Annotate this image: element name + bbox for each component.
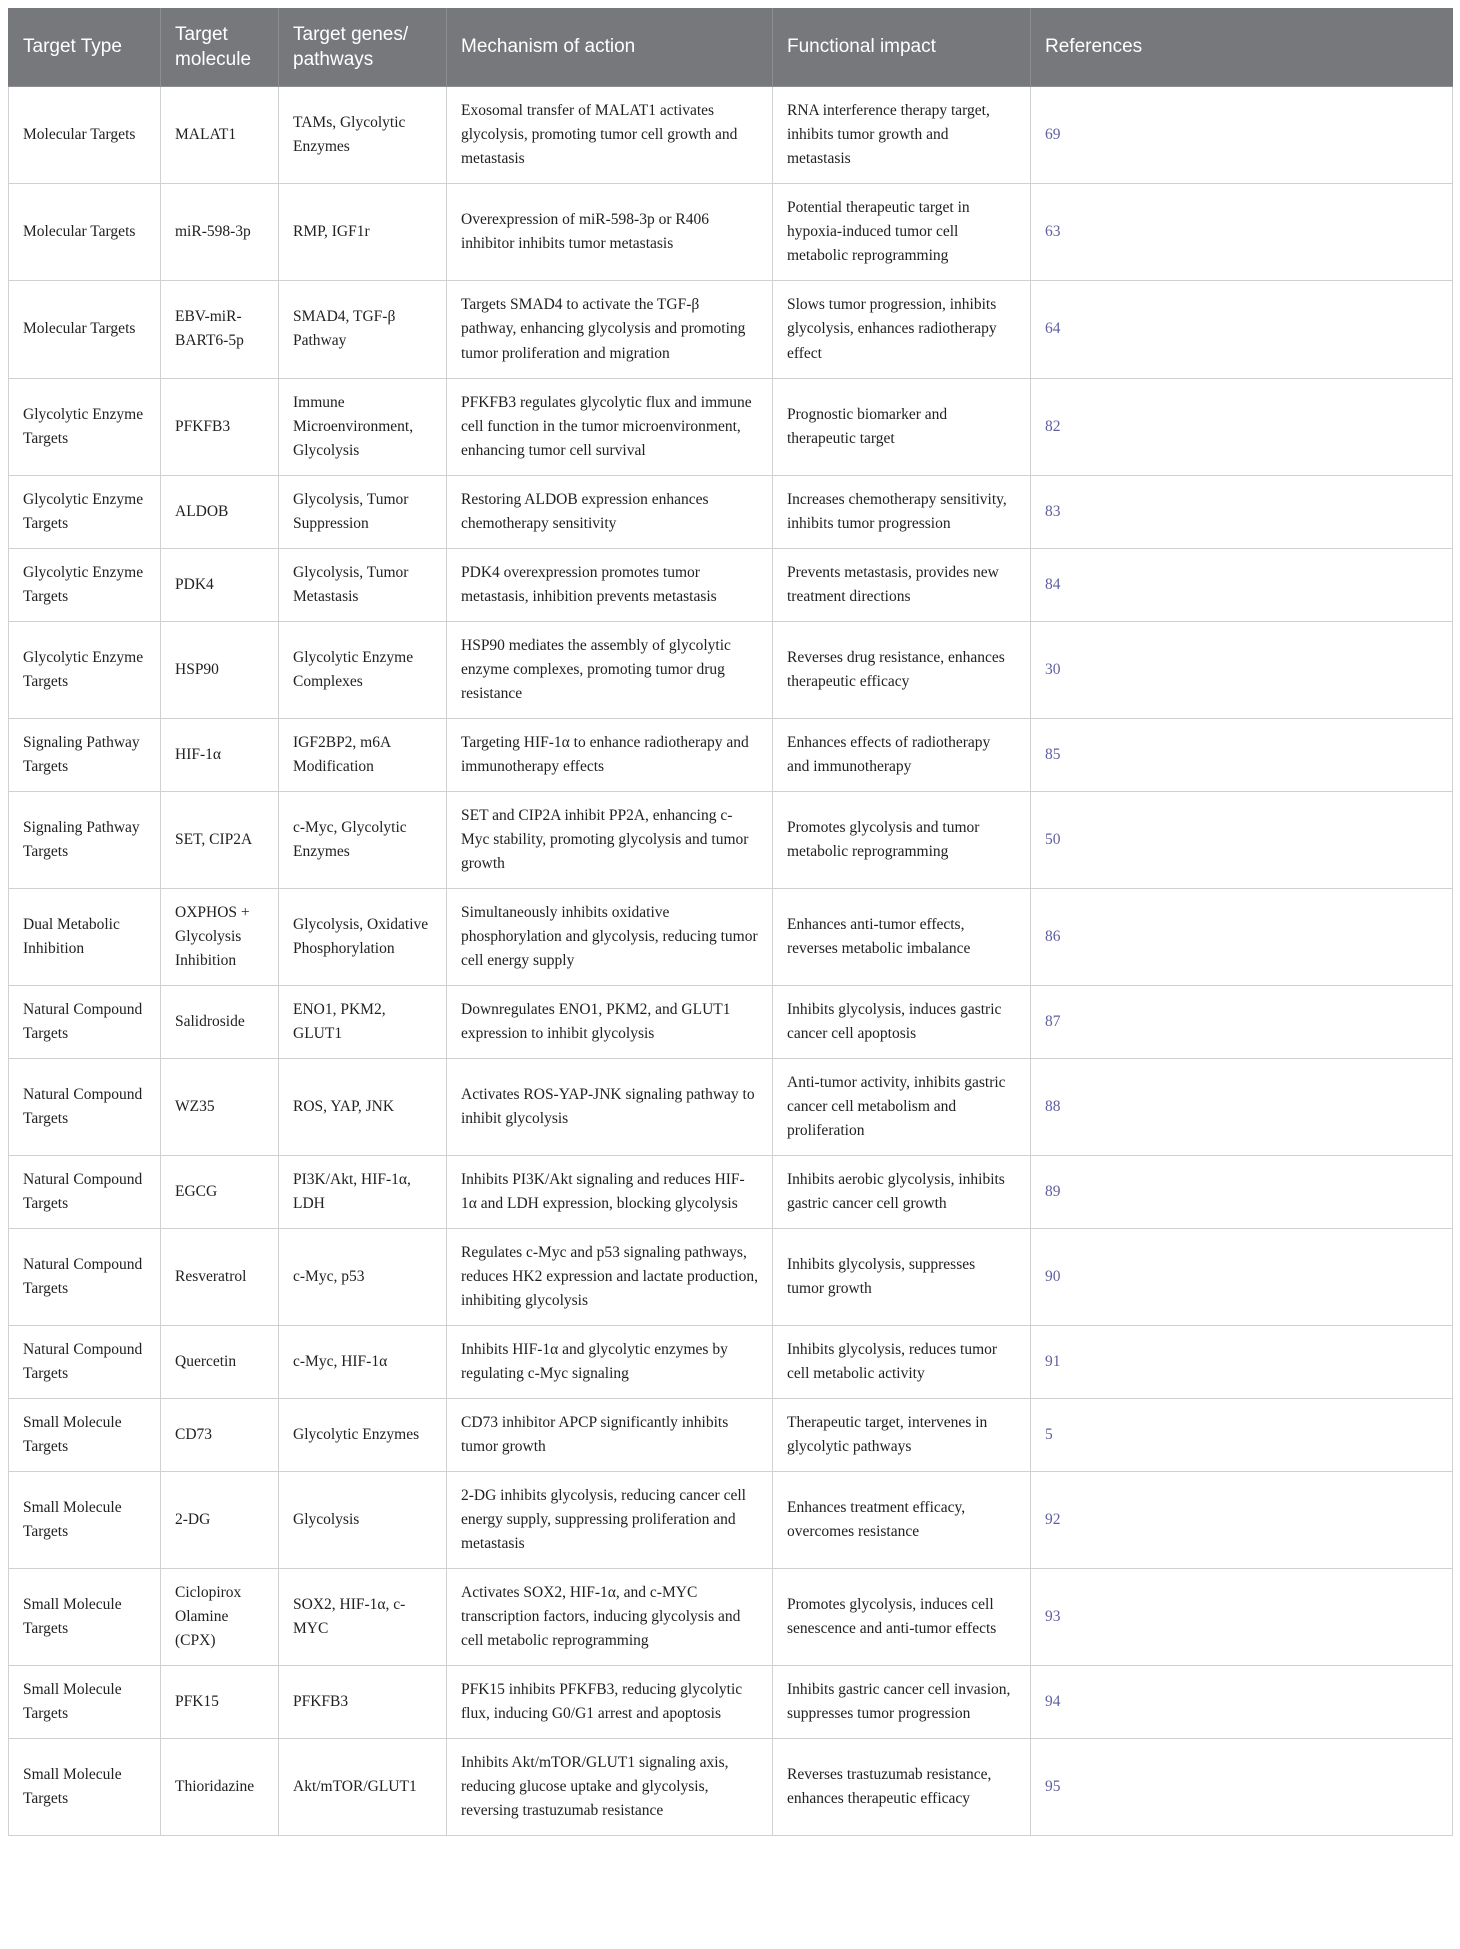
cell-target-type: Small Molecule Targets <box>9 1569 161 1666</box>
reference-link[interactable]: 83 <box>1045 502 1061 520</box>
cell-target-molecule: EGCG <box>161 1155 279 1228</box>
cell-reference <box>1031 621 1453 718</box>
cell-functional-impact: Increases chemotherapy sensitivity, inhibits tumor progression <box>773 475 1031 548</box>
reference-link[interactable]: 50 <box>1045 830 1061 848</box>
cell-mechanism-of-action: Targets SMAD4 to activate the TGF-β pathway, enhancing glycolysis and promoting tumor proliferation and migration <box>447 281 773 378</box>
cell-mechanism-of-action: Exosomal transfer of MALAT1 activates glycolysis, promoting tumor cell growth and metastasis <box>447 87 773 184</box>
table-row <box>9 184 1453 281</box>
cell-target-genes-pathways: Glycolytic Enzymes <box>279 1398 447 1471</box>
cell-target-genes-pathways: Glycolysis <box>279 1472 447 1569</box>
cell-functional-impact: Inhibits glycolysis, induces gastric cancer cell apoptosis <box>773 985 1031 1058</box>
cell-target-molecule: MALAT1 <box>161 87 279 184</box>
cell-reference <box>1031 1058 1453 1155</box>
cell-target-genes-pathways: ENO1, PKM2, GLUT1 <box>279 985 447 1058</box>
cell-target-genes-pathways: Glycolysis, Oxidative Phosphorylation <box>279 888 447 985</box>
cell-target-type: Small Molecule Targets <box>9 1472 161 1569</box>
cell-mechanism-of-action: Downregulates ENO1, PKM2, and GLUT1 expression to inhibit glycolysis <box>447 985 773 1058</box>
cell-functional-impact: Promotes glycolysis, induces cell senescence and anti-tumor effects <box>773 1569 1031 1666</box>
cell-target-molecule: Quercetin <box>161 1325 279 1398</box>
cell-target-type: Dual Metabolic Inhibition <box>9 888 161 985</box>
cell-functional-impact: Enhances treatment efficacy, overcomes resistance <box>773 1472 1031 1569</box>
table-header <box>9 9 1453 87</box>
cell-target-genes-pathways: Immune Microenvironment, Glycolysis <box>279 378 447 475</box>
cell-mechanism-of-action: Overexpression of miR-598-3p or R406 inhibitor inhibits tumor metastasis <box>447 184 773 281</box>
cell-mechanism-of-action: SET and CIP2A inhibit PP2A, enhancing c-Myc stability, promoting glycolysis and tumor growth <box>447 791 773 888</box>
cell-reference <box>1031 985 1453 1058</box>
cell-target-type: Molecular Targets <box>9 87 161 184</box>
cell-reference <box>1031 548 1453 621</box>
cell-reference <box>1031 1569 1453 1666</box>
table-row <box>9 791 1453 888</box>
cell-functional-impact: Therapeutic target, intervenes in glycolytic pathways <box>773 1398 1031 1471</box>
cell-target-genes-pathways: PI3K/Akt, HIF-1α, LDH <box>279 1155 447 1228</box>
reference-link[interactable]: 92 <box>1045 1511 1061 1529</box>
cell-functional-impact: Reverses trastuzumab resistance, enhances therapeutic efficacy <box>773 1739 1031 1836</box>
reference-link[interactable]: 5 <box>1045 1425 1053 1443</box>
reference-link[interactable]: 69 <box>1045 126 1061 144</box>
table-row <box>9 1666 1453 1739</box>
cell-mechanism-of-action: CD73 inhibitor APCP significantly inhibits tumor growth <box>447 1398 773 1471</box>
header-row <box>9 9 1453 87</box>
cell-target-molecule: WZ35 <box>161 1058 279 1155</box>
cell-mechanism-of-action: PFK15 inhibits PFKFB3, reducing glycolytic flux, inducing G0/G1 arrest and apoptosis <box>447 1666 773 1739</box>
cell-target-genes-pathways: Akt/mTOR/GLUT1 <box>279 1739 447 1836</box>
cell-target-molecule: HSP90 <box>161 621 279 718</box>
cell-functional-impact: Inhibits glycolysis, reduces tumor cell metabolic activity <box>773 1325 1031 1398</box>
cell-mechanism-of-action: Inhibits HIF-1α and glycolytic enzymes by regulating c-Myc signaling <box>447 1325 773 1398</box>
table-row <box>9 378 1453 475</box>
table-row <box>9 281 1453 378</box>
table-row <box>9 888 1453 985</box>
cell-target-genes-pathways: Glycolytic Enzyme Complexes <box>279 621 447 718</box>
cell-functional-impact: Enhances effects of radiotherapy and immunotherapy <box>773 718 1031 791</box>
table-row <box>9 1398 1453 1471</box>
cell-target-genes-pathways: SMAD4, TGF-β Pathway <box>279 281 447 378</box>
cell-target-type: Natural Compound Targets <box>9 1155 161 1228</box>
table-row <box>9 475 1453 548</box>
cell-target-genes-pathways: c-Myc, p53 <box>279 1228 447 1325</box>
cell-target-type: Glycolytic Enzyme Targets <box>9 548 161 621</box>
cell-target-molecule: PDK4 <box>161 548 279 621</box>
cell-target-genes-pathways: ROS, YAP, JNK <box>279 1058 447 1155</box>
cell-mechanism-of-action: Regulates c-Myc and p53 signaling pathways, reduces HK2 expression and lactate production, inhibiting glycolysis <box>447 1228 773 1325</box>
table-row <box>9 1228 1453 1325</box>
cell-target-type: Signaling Pathway Targets <box>9 718 161 791</box>
cell-target-molecule: EBV-miR-BART6-5p <box>161 281 279 378</box>
cell-target-genes-pathways: SOX2, HIF-1α, c-MYC <box>279 1569 447 1666</box>
cell-functional-impact: RNA interference therapy target, inhibits tumor growth and metastasis <box>773 87 1031 184</box>
cell-functional-impact: Slows tumor progression, inhibits glycolysis, enhances radiotherapy effect <box>773 281 1031 378</box>
cell-functional-impact: Anti-tumor activity, inhibits gastric cancer cell metabolism and proliferation <box>773 1058 1031 1155</box>
table-row <box>9 1739 1453 1836</box>
cell-mechanism-of-action: Inhibits PI3K/Akt signaling and reduces HIF-1α and LDH expression, blocking glycolysis <box>447 1155 773 1228</box>
cell-target-type: Small Molecule Targets <box>9 1398 161 1471</box>
cell-target-type: Natural Compound Targets <box>9 1058 161 1155</box>
cell-target-molecule: Ciclopirox Olamine (CPX) <box>161 1569 279 1666</box>
cell-functional-impact: Prevents metastasis, provides new treatment directions <box>773 548 1031 621</box>
cell-mechanism-of-action: Restoring ALDOB expression enhances chemotherapy sensitivity <box>447 475 773 548</box>
cell-target-molecule: OXPHOS + Glycolysis Inhibition <box>161 888 279 985</box>
cell-reference <box>1031 888 1453 985</box>
cell-target-molecule: miR-598-3p <box>161 184 279 281</box>
table-row <box>9 718 1453 791</box>
cell-functional-impact: Inhibits aerobic glycolysis, inhibits gastric cancer cell growth <box>773 1155 1031 1228</box>
reference-link[interactable]: 89 <box>1045 1182 1061 1200</box>
cell-reference <box>1031 1398 1453 1471</box>
cell-reference <box>1031 1739 1453 1836</box>
table-body <box>9 87 1453 1836</box>
cell-reference <box>1031 281 1453 378</box>
cell-reference <box>1031 184 1453 281</box>
cell-reference <box>1031 1228 1453 1325</box>
cell-target-molecule: ALDOB <box>161 475 279 548</box>
cell-reference <box>1031 1325 1453 1398</box>
cell-reference <box>1031 791 1453 888</box>
table-row <box>9 548 1453 621</box>
column-header-mechanism-of-action: Mechanism of action <box>447 9 773 87</box>
cell-target-type: Glycolytic Enzyme Targets <box>9 378 161 475</box>
cell-target-molecule: PFK15 <box>161 1666 279 1739</box>
cell-mechanism-of-action: Activates SOX2, HIF-1α, and c-MYC transcription factors, inducing glycolysis and cell metabolic reprogramming <box>447 1569 773 1666</box>
reference-link[interactable]: 84 <box>1045 575 1061 593</box>
cell-target-type: Natural Compound Targets <box>9 985 161 1058</box>
table-row <box>9 621 1453 718</box>
cell-target-genes-pathways: c-Myc, HIF-1α <box>279 1325 447 1398</box>
table-row <box>9 1155 1453 1228</box>
cell-target-type: Natural Compound Targets <box>9 1325 161 1398</box>
cell-functional-impact: Enhances anti-tumor effects, reverses metabolic imbalance <box>773 888 1031 985</box>
cell-target-molecule: 2-DG <box>161 1472 279 1569</box>
table-row <box>9 985 1453 1058</box>
cell-functional-impact: Potential therapeutic target in hypoxia-induced tumor cell metabolic reprogramming <box>773 184 1031 281</box>
cell-target-molecule: CD73 <box>161 1398 279 1471</box>
cell-target-genes-pathways: IGF2BP2, m6A Modification <box>279 718 447 791</box>
reference-link[interactable]: 90 <box>1045 1267 1061 1285</box>
cell-reference <box>1031 1155 1453 1228</box>
reference-link[interactable]: 93 <box>1045 1608 1061 1626</box>
reference-link[interactable]: 87 <box>1045 1012 1061 1030</box>
cell-target-genes-pathways: TAMs, Glycolytic Enzymes <box>279 87 447 184</box>
therapeutic-targets-table <box>8 8 1453 1836</box>
column-header-references: References <box>1031 9 1453 87</box>
reference-link[interactable]: 82 <box>1045 417 1061 435</box>
reference-link[interactable]: 94 <box>1045 1693 1061 1711</box>
cell-target-genes-pathways: RMP, IGF1r <box>279 184 447 281</box>
cell-mechanism-of-action: PDK4 overexpression promotes tumor metastasis, inhibition prevents metastasis <box>447 548 773 621</box>
table-row <box>9 1569 1453 1666</box>
cell-mechanism-of-action: Targeting HIF-1α to enhance radiotherapy and immunotherapy effects <box>447 718 773 791</box>
cell-target-type: Signaling Pathway Targets <box>9 791 161 888</box>
column-header-target-type: Target Type <box>9 9 161 87</box>
cell-mechanism-of-action: 2-DG inhibits glycolysis, reducing cancer cell energy supply, suppressing proliferation and metastasis <box>447 1472 773 1569</box>
cell-target-genes-pathways: Glycolysis, Tumor Suppression <box>279 475 447 548</box>
cell-reference <box>1031 1472 1453 1569</box>
cell-mechanism-of-action: HSP90 mediates the assembly of glycolytic enzyme complexes, promoting tumor drug resistance <box>447 621 773 718</box>
cell-reference <box>1031 718 1453 791</box>
reference-link[interactable]: 88 <box>1045 1097 1061 1115</box>
reference-link[interactable]: 86 <box>1045 927 1061 945</box>
cell-mechanism-of-action: Activates ROS-YAP-JNK signaling pathway to inhibit glycolysis <box>447 1058 773 1155</box>
cell-functional-impact: Reverses drug resistance, enhances therapeutic efficacy <box>773 621 1031 718</box>
table-row <box>9 1058 1453 1155</box>
cell-mechanism-of-action: PFKFB3 regulates glycolytic flux and immune cell function in the tumor microenvironment, enhancing tumor cell survival <box>447 378 773 475</box>
reference-link[interactable]: 95 <box>1045 1778 1061 1796</box>
reference-link[interactable]: 63 <box>1045 223 1061 241</box>
cell-mechanism-of-action: Simultaneously inhibits oxidative phosphorylation and glycolysis, reducing tumor cell energy supply <box>447 888 773 985</box>
reference-link[interactable]: 91 <box>1045 1352 1061 1370</box>
cell-target-type: Molecular Targets <box>9 184 161 281</box>
cell-target-molecule: PFKFB3 <box>161 378 279 475</box>
reference-link[interactable]: 64 <box>1045 320 1061 338</box>
cell-target-genes-pathways: PFKFB3 <box>279 1666 447 1739</box>
cell-target-molecule: Salidroside <box>161 985 279 1058</box>
cell-reference <box>1031 475 1453 548</box>
table-row <box>9 1325 1453 1398</box>
cell-target-type: Small Molecule Targets <box>9 1739 161 1836</box>
cell-functional-impact: Prognostic biomarker and therapeutic target <box>773 378 1031 475</box>
cell-target-molecule: Thioridazine <box>161 1739 279 1836</box>
cell-target-type: Small Molecule Targets <box>9 1666 161 1739</box>
cell-target-molecule: SET, CIP2A <box>161 791 279 888</box>
cell-target-type: Glycolytic Enzyme Targets <box>9 475 161 548</box>
cell-functional-impact: Inhibits glycolysis, suppresses tumor growth <box>773 1228 1031 1325</box>
table-row <box>9 87 1453 184</box>
column-header-target-genes-pathways: Target genes/ pathways <box>279 9 447 87</box>
table-row <box>9 1472 1453 1569</box>
cell-mechanism-of-action: Inhibits Akt/mTOR/GLUT1 signaling axis, reducing glucose uptake and glycolysis, reversing trastuzumab resistance <box>447 1739 773 1836</box>
cell-target-molecule: Resveratrol <box>161 1228 279 1325</box>
cell-target-molecule: HIF-1α <box>161 718 279 791</box>
cell-target-type: Molecular Targets <box>9 281 161 378</box>
column-header-functional-impact: Functional impact <box>773 9 1031 87</box>
reference-link[interactable]: 85 <box>1045 745 1061 763</box>
column-header-target-molecule: Target molecule <box>161 9 279 87</box>
reference-link[interactable]: 30 <box>1045 660 1061 678</box>
cell-reference <box>1031 1666 1453 1739</box>
cell-target-genes-pathways: c-Myc, Glycolytic Enzymes <box>279 791 447 888</box>
cell-reference <box>1031 87 1453 184</box>
cell-target-type: Natural Compound Targets <box>9 1228 161 1325</box>
cell-functional-impact: Promotes glycolysis and tumor metabolic reprogramming <box>773 791 1031 888</box>
cell-target-type: Glycolytic Enzyme Targets <box>9 621 161 718</box>
cell-reference <box>1031 378 1453 475</box>
cell-target-genes-pathways: Glycolysis, Tumor Metastasis <box>279 548 447 621</box>
cell-functional-impact: Inhibits gastric cancer cell invasion, suppresses tumor progression <box>773 1666 1031 1739</box>
